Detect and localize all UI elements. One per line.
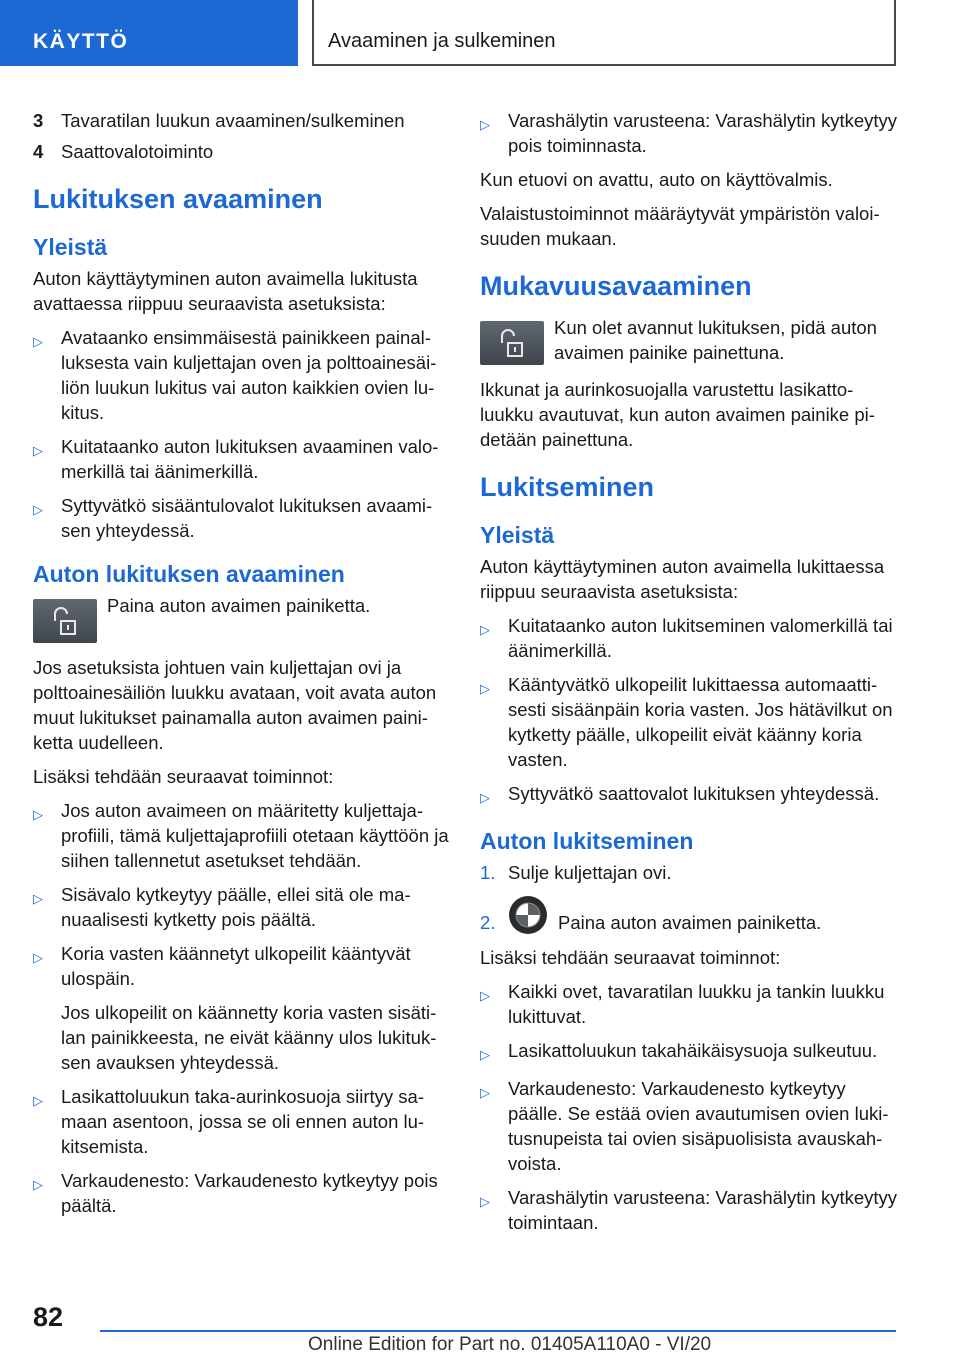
edition-info: Online Edition for Part no. 01405A110A0 - VI/20 [308, 1334, 712, 1355]
paragraph: Lisäksi tehdään seuraavat toiminnot: [33, 766, 334, 787]
bullet-item: ▷ Syttyvätkö sisääntulovalot lukituksen avaamisen yhteydessä. [33, 495, 433, 541]
bullet-item: ▷ Sisävalo kytkeytyy päälle, ellei sitä ole manuaalisesti kytketty pois päältä. [33, 884, 411, 930]
bullet-item: ▷ Varashälytin varusteena: Varashälytin kytkeytyy toimintaan. [480, 1187, 898, 1233]
bullet-item: ▷ Lasikattoluukun takahäikäisysuoja sulkeutuu. [480, 1038, 900, 1067]
chapter-title: Avaaminen ja sulkeminen [312, 0, 896, 66]
triangle-bullet-icon: ▷ [480, 681, 490, 696]
bullet-item: ▷ Syttyvätkö saattovalot lukituksen yhteydessä. [480, 781, 900, 810]
paragraph: Ikkunat ja aurinkosuojalla varustettu lasikattoluukku avautuvat, kun auton avaimen painike pidetään painettuna. [480, 379, 875, 450]
triangle-bullet-icon: ▷ [480, 622, 490, 637]
bullet-item: ▷ Koria vasten käännetyt ulkopeilit kääntyvät ulospäin. [33, 943, 411, 989]
step-item: 1. Sulje kuljettajan ovi. [480, 862, 672, 883]
unlock-key-icon [480, 321, 544, 365]
icon-paragraph: Kun olet avannut lukituksen, pidä auton avaimen painike painettuna. [480, 315, 900, 365]
page-number: 82 [33, 1302, 64, 1332]
heading-general: Yleistä [33, 234, 108, 260]
right-column [480, 108, 900, 1244]
section-tab: KÄYTTÖ [0, 0, 298, 66]
list-item: 3 Tavaratilan luukun avaaminen/sulkeminen [33, 110, 405, 131]
paragraph: Valaistustoiminnot määräytyvät ympäristön valoisuuden mukaan. [480, 203, 880, 249]
triangle-bullet-icon: ▷ [480, 1047, 490, 1062]
indented-note: Jos ulkopeilit on käännetty koria vasten sisätilan painikkeesta, ne eivät käänny ulos lukituksen avauksen yhteydessä. [61, 1002, 437, 1073]
triangle-bullet-icon: ▷ [33, 1093, 43, 1108]
page-header [0, 0, 960, 66]
heading-comfort-access: Mukavuusavaaminen [480, 271, 752, 301]
triangle-bullet-icon: ▷ [480, 988, 490, 1003]
footer-divider [100, 1330, 896, 1332]
triangle-bullet-icon: ▷ [480, 1085, 490, 1100]
paragraph: Kun etuovi on avattu, auto on käyttövalmis. [480, 169, 833, 190]
paragraph: Lisäksi tehdään seuraavat toiminnot: [480, 947, 781, 968]
unlock-key-icon [33, 599, 97, 643]
bullet-item: ▷ Varkaudenesto: Varkaudenesto kytkeytyy pois päältä. [33, 1170, 438, 1216]
paragraph: Jos asetuksista johtuen vain kuljettajan ovi ja polttoainesäiliön luukku avataan, voit avata auton muut lukitukset painamalla auton avaimen painiketta uudelleen. [33, 657, 437, 753]
bullet-item: ▷ Avataanko ensimmäisestä painikkeen painalluksesta vain kuljettajan oven ja polttoainesäiliön luukun lukitus vai auton kaikkien ovien lukitus. [33, 327, 437, 423]
icon-paragraph: Paina auton avaimen painiketta. [33, 593, 451, 643]
triangle-bullet-icon: ▷ [33, 950, 43, 965]
bullet-item: ▷ Lasikattoluukun taka-aurinkosuoja siirtyy samaan asentoon, jossa se oli ennen auton lukitsemista. [33, 1086, 425, 1157]
bullet-item: ▷ Kaikki ovet, tavaratilan luukku ja tankin luukku lukittuvat. [480, 981, 885, 1027]
bmw-logo-icon [508, 895, 548, 935]
triangle-bullet-icon: ▷ [480, 1194, 490, 1209]
heading-general: Yleistä [480, 522, 555, 548]
triangle-bullet-icon: ▷ [33, 807, 43, 822]
bullet-item: ▷ Varkaudenesto: Varkaudenesto kytkeytyy päälle. Se estää ovien avautumisen ovien lukitusnupeista tai ovien sisäpuolisista avauskahvoista. [480, 1078, 889, 1174]
bullet-item: ▷ Jos auton avaimeen on määritetty kuljettajaprofiili, tämä kuljettajaprofiili otetaan käyttöön ja siihen tallennetut asetukset tehdään. [33, 800, 449, 871]
heading-locking: Lukitseminen [480, 472, 655, 502]
bullet-item: ▷ Varashälytin varusteena: Varashälytin kytkeytyy pois toiminnasta. [480, 110, 898, 156]
triangle-bullet-icon: ▷ [33, 334, 43, 349]
paragraph: Auton käyttäytyminen auton avaimella lukitusta avattaessa riippuu seuraavista asetuksista: [33, 268, 418, 314]
triangle-bullet-icon: ▷ [33, 891, 43, 906]
triangle-bullet-icon: ▷ [33, 502, 43, 517]
heading-car-unlock: Auton lukituksen avaaminen [33, 561, 345, 587]
triangle-bullet-icon: ▷ [33, 443, 43, 458]
bullet-item: ▷ Kääntyvätkö ulkopeilit lukittaessa automaattisesti sisäänpäin koria vasten. Jos hätävilkut on kytketty päälle, ulkopeilit eivät käänny koria vasten. [480, 674, 893, 770]
paragraph: Auton käyttäytyminen auton avaimella lukittaessa riippuu seuraavista asetuksista: [480, 556, 885, 602]
triangle-bullet-icon: ▷ [33, 1177, 43, 1192]
bullet-item: ▷ Kuitataanko auton lukitseminen valomerkillä tai äänimerkillä. [480, 615, 893, 661]
heading-car-lock: Auton lukitseminen [480, 828, 694, 854]
triangle-bullet-icon: ▷ [480, 117, 490, 132]
bullet-item: ▷ Kuitataanko auton lukituksen avaaminen valomerkillä tai äänimerkillä. [33, 436, 439, 482]
list-item: 4 Saattovalotoiminto [33, 141, 214, 162]
heading-unlock: Lukituksen avaaminen [33, 184, 323, 214]
triangle-bullet-icon: ▷ [480, 790, 490, 805]
step-item: 2. Paina auton avaimen painiketta. [480, 895, 900, 935]
left-column [33, 108, 451, 1227]
